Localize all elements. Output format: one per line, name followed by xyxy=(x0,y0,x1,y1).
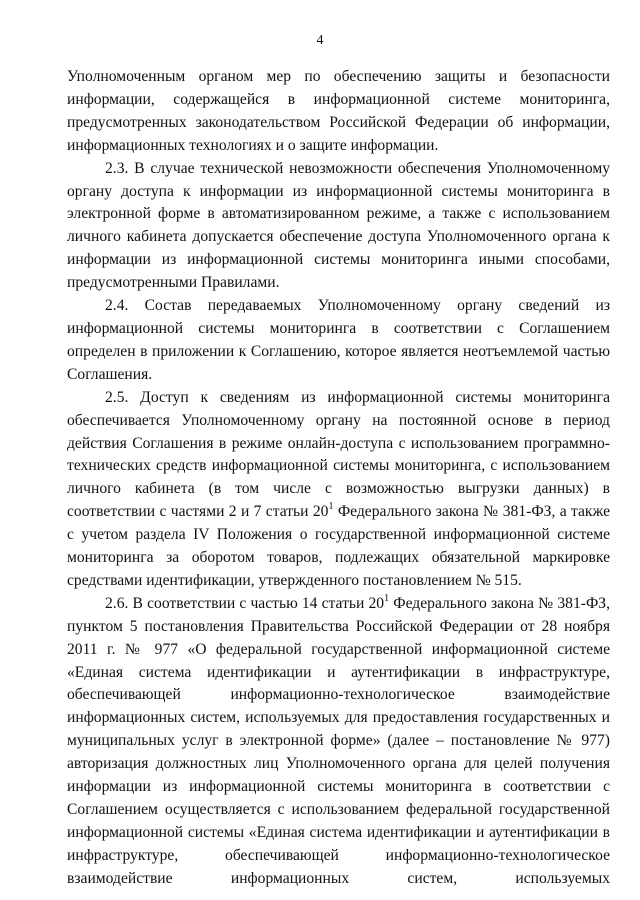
page-number: 4 xyxy=(316,33,324,48)
paragraph-continuation: Уполномоченным органом мер по обеспечению защиты и безопасности информации, содержащейся в информационной системе мониторинга, предусмотренных законодательством Российской Федерации об информации, информационных технологиях и о защите информации. xyxy=(67,68,610,154)
paragraph-2-3: 2.3. В случае технической невозможности обеспечения Уполномоченному органу доступа к информации из информационной системы мониторинга в электронной форме в автоматизированном режиме, а также с использованием личного кабинета допускается обеспечение доступа Уполномоченного органа к информации из информационной системы мониторинга иными способами, предусмотренными Правилами. xyxy=(67,159,610,292)
paragraph-2-5-superscript: 1 xyxy=(328,501,334,513)
paragraph-2-6-superscript: 1 xyxy=(384,592,390,604)
document-body xyxy=(67,66,610,891)
paragraph-2-6-text-part-1: 2.6. В соответствии с частью 14 статьи 20 xyxy=(105,594,385,612)
paragraph-2-5-text-part-1: 2.5. Доступ к сведениям из информационной системы мониторинга обеспечивается Уполномоченному органу на постоянной основе в период действия Соглашения в режиме онлайн-доступа с использованием программно-технических средств информационной системы мониторинга, с использованием личного кабинета (в том числе с возможностью выгрузки данных) в соответствии с частями 2 и 7 статьи 20 xyxy=(67,388,610,521)
paragraph-2-5 xyxy=(67,387,610,593)
paragraph-2-4: 2.4. Состав передаваемых Уполномоченному органу сведений из информационной системы мониторинга в соответствии с Соглашением определен в приложении к Соглашению, которое является неотъемлемой частью Соглашения. xyxy=(67,297,610,383)
paragraph-2-6 xyxy=(67,593,610,891)
paragraph-2-6-text-part-2: Федерального закона № 381-ФЗ, пунктом 5 постановления Правительства Российской Федерации от 28 ноября 2011 г. № 977 «О федеральной государственной информационной системе «Единая система идентификации и аутентификации в инфраструктуре, обеспечивающей информационно-технологическое взаимодействие информационных систем, используемых для предоставления государственных и муниципальных услуг в электронной форме» (далее – постановление № 977) авторизация должностных лиц Уполномоченного органа для целей получения информации из информационной системы мониторинга в соответствии с Соглашением осуществляется с использованием федеральной государственной информационной системы «Единая система идентификации и аутентификации в инфраструктуре, обеспечивающей информационно-технологическое взаимодействие информационных систем, используемых xyxy=(67,594,610,887)
paragraph-2-5-text-part-2: Федерального закона № 381-ФЗ, а также с учетом раздела IV Положения о государственной информационной системе мониторинга за оборотом товаров, подлежащих обязательной маркировке средствами идентификации, утвержденного постановлением № 515. xyxy=(67,503,610,589)
